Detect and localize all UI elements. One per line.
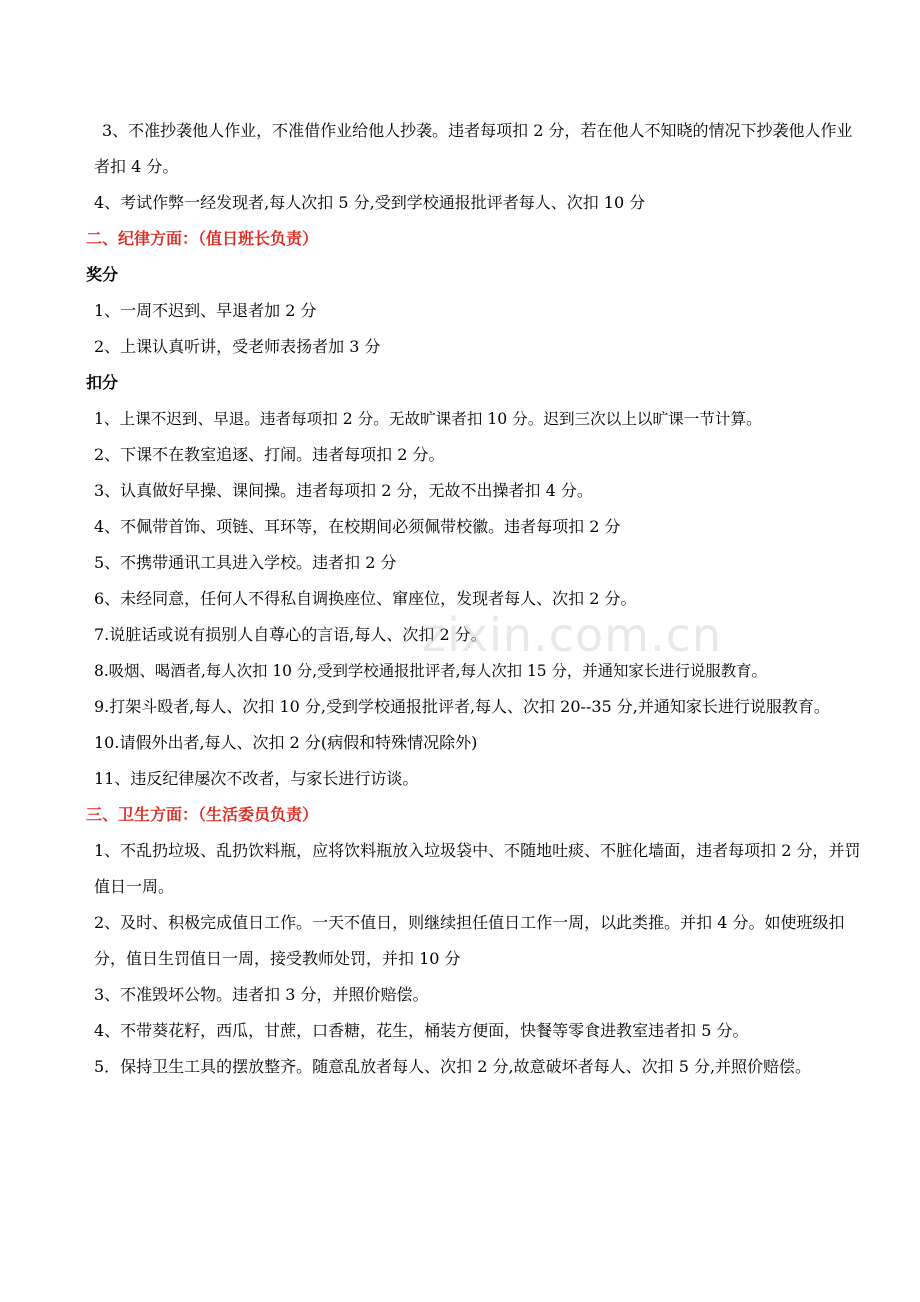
deduct-item-3: 3、认真做好早操、课间操。违者每项扣 2 分，无故不出操者扣 4 分。	[94, 481, 593, 500]
hygiene-item-1: 1、不乱扔垃圾、乱扔饮料瓶，应将饮料瓶放入垃圾袋中、不随地吐痰、不脏化墙面，违者每项扣 2 分，并罚值日一周。	[94, 841, 861, 896]
reward-heading: 奖分	[86, 265, 119, 284]
rule-item-4: 4、考试作弊一经发现者,每人次扣 5 分,受到学校通报批评者每人、次扣 10 分	[94, 193, 646, 212]
deduct-item-10: 10.请假外出者,每人、次扣 2 分(病假和特殊情况除外)	[94, 733, 478, 752]
deduct-item-6: 6、未经同意，任何人不得私自调换座位、窜座位，发现者每人、次扣 2 分。	[94, 589, 637, 608]
deduct-item-1: 1、上课不迟到、早退。违者每项扣 2 分。无故旷课者扣 10 分。迟到三次以上以旷课一节计算。	[94, 410, 762, 428]
deduct-item-2: 2、下课不在教室追逐、打闹。违者每项扣 2 分。	[94, 445, 445, 464]
watermark: zixin.com.cn	[422, 608, 723, 662]
reward-item-2: 2、上课认真听讲，受老师表扬者加 3 分	[94, 337, 381, 356]
hygiene-item-4: 4、不带葵花籽，西瓜，甘蔗，口香糖，花生，桶装方便面，快餐等零食进教室违者扣 5 分。	[94, 1021, 749, 1040]
reward-item-1: 1、一周不迟到、早退者加 2 分	[94, 301, 317, 320]
section3-title: 三、卫生方面：（生活委员负责）	[86, 805, 319, 824]
deduct-item-9: 9.打架斗殴者,每人、次扣 10 分,受到学校通报批评者,每人、次扣 20--35 分,并通知家长进行说服教育。	[94, 697, 830, 716]
deduct-item-4: 4、不佩带首饰、项链、耳环等，在校期间必须佩带校徽。违者每项扣 2 分	[94, 517, 621, 536]
section2-title: 二、纪律方面：（值日班长负责）	[86, 229, 319, 248]
hygiene-item-3: 3、不准毁坏公物。违者扣 3 分，并照价赔偿。	[94, 985, 429, 1004]
deduct-heading: 扣分	[86, 373, 119, 392]
rule-item-3: 3、不准抄袭他人作业，不准借作业给他人抄袭。违者每项扣 2 分，若在他人不知晓的情况下抄袭他人作业者扣 4 分。	[94, 121, 853, 176]
hygiene-item-5: 5．保持卫生工具的摆放整齐。随意乱放者每人、次扣 2 分,故意破坏者每人、次扣 5 分,并照价赔偿。	[94, 1057, 812, 1076]
deduct-item-8: 8.吸烟、喝酒者,每人次扣 10 分,受到学校通报批评者,每人次扣 15 分，并通知家长进行说服教育。	[94, 662, 767, 680]
document-page	[86, 113, 868, 1085]
deduct-item-7: 7.说脏话或说有损别人自尊心的言语,每人、次扣 2 分。	[94, 625, 487, 644]
deduct-item-5: 5、不携带通讯工具进入学校。违者扣 2 分	[94, 553, 397, 572]
deduct-item-11: 11、违反纪律屡次不改者，与家长进行访谈。	[94, 769, 419, 788]
hygiene-item-2: 2、及时、积极完成值日工作。一天不值日，则继续担任值日工作一周，以此类推。并扣 4 分。如使班级扣分，值日生罚值日一周，接受教师处罚，并扣 10 分	[94, 913, 845, 968]
